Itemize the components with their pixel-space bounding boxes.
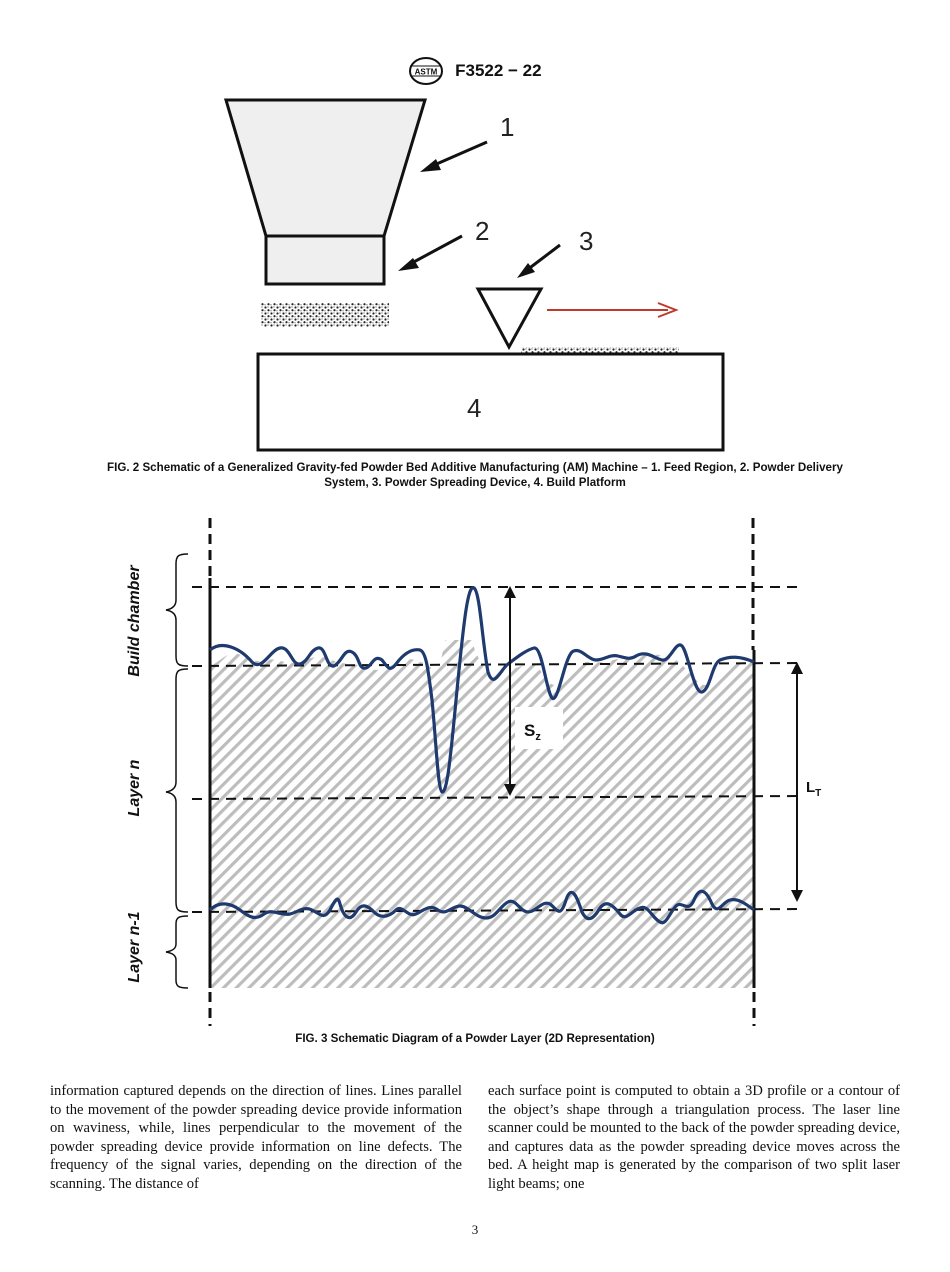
figure-3-diagram	[0, 510, 950, 1030]
feed-region-hopper	[226, 100, 425, 236]
label-4: 4	[467, 393, 482, 423]
label-layer-n: Layer n	[126, 759, 143, 817]
figure-2-caption-line2: System, 3. Powder Spreading Device, 4. Build Platform	[324, 476, 626, 489]
body-text-right: each surface point is computed to obtain a 3D profile or a contour of the object’s shape through a triangulation process. The laser line scanner could be mounted to the back of the powder spreading device, and captures data as the powder spreading device moves across the bed. A height map is generated by the comparison of two split laser light beams; one	[488, 1083, 900, 1192]
label-layer-n-1: Layer n-1	[126, 911, 143, 983]
spreading-device	[478, 289, 541, 347]
powder-layer-hatch	[210, 640, 754, 988]
lt-label	[806, 779, 821, 799]
powder-pile	[261, 303, 389, 327]
astm-logo-icon	[408, 56, 444, 86]
leader-arrows	[398, 142, 560, 278]
figure-2-caption	[50, 460, 900, 490]
label-build-chamber: Build chamber	[126, 565, 143, 677]
lt-label-sub: T	[815, 788, 822, 799]
powder-delivery-box	[266, 236, 384, 284]
label-3: 3	[579, 226, 594, 256]
figure-2-caption-line1: FIG. 2 Schematic of a Generalized Gravity-fed Powder Bed Additive Manufacturing (AM) Machine – 1. Feed Region, 2. Powder Delivery	[107, 461, 843, 474]
figure-3-caption: FIG. 3 Schematic Diagram of a Powder Layer (2D Representation)	[295, 1032, 655, 1045]
body-text-left: information captured depends on the direction of lines. Lines parallel to the movement of the powder spreading device provide information on waviness, while, lines perpendicular to the movement of the powder spreading device provide information on line defects. The frequency of the signal varies, depending on the direction of the scanning. The distance of	[50, 1083, 462, 1192]
standard-code: F3522 − 22	[455, 61, 542, 80]
label-1: 1	[500, 112, 515, 142]
astm-logo-text: ASTM	[415, 67, 438, 77]
lt-dimension-arrow	[791, 662, 803, 902]
sz-label-main: S	[524, 721, 536, 740]
lt-label-main: L	[806, 779, 816, 796]
sz-label-sub: z	[535, 731, 541, 743]
figure-2-diagram	[0, 90, 950, 460]
label-2: 2	[475, 216, 490, 246]
page-header	[0, 56, 950, 86]
build-platform	[258, 354, 723, 450]
page-number: 3	[471, 1222, 479, 1237]
side-braces	[166, 554, 188, 988]
spread-powder-layer	[521, 347, 679, 353]
